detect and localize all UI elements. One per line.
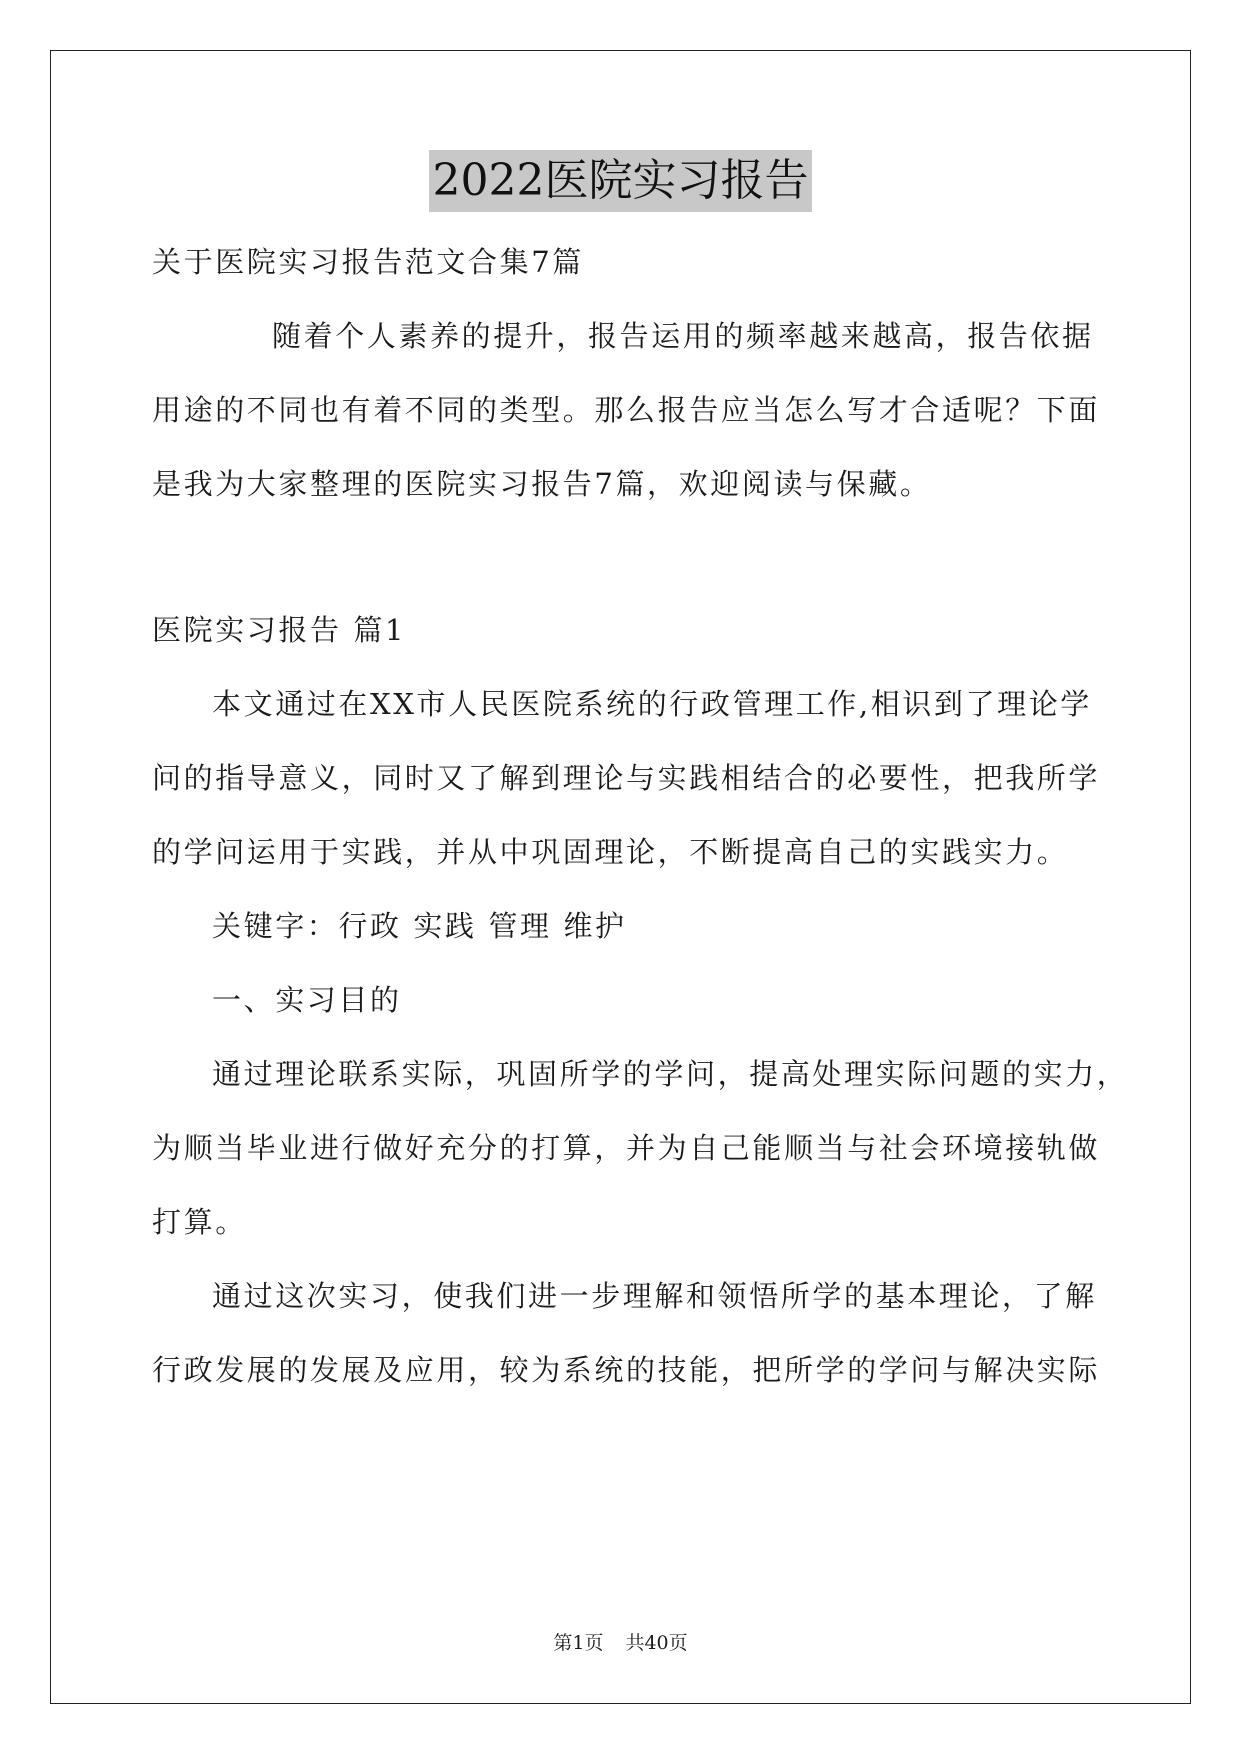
subtitle-line: 关于医院实习报告范文合集7篇 (152, 245, 584, 279)
subheading-purpose: 一、实习目的 (212, 983, 402, 1017)
abstract-line-3: 的学问运用于实践，并从中巩固理论，不断提高自己的实践实力。 (152, 835, 1069, 869)
body-line-2: 行政发展的发展及应用，较为系统的技能，把所学的学问与解决实际 (152, 1353, 1101, 1387)
abstract-line-1: 本文通过在XX市人民医院系统的行政管理工作,相识到了理论学 (212, 687, 1092, 721)
document-title-wrap (0, 150, 1241, 212)
intro-line-2: 用途的不同也有着不同的类型。那么报告应当怎么写才合适呢？下面 (152, 393, 1101, 427)
body-line-1: 通过这次实习，使我们进一步理解和领悟所学的基本理论，了解 (212, 1279, 1097, 1313)
purpose-line-3: 打算。 (152, 1205, 247, 1239)
keywords-line: 关键字：行政 实践 管理 维护 (212, 909, 627, 943)
document-title: 2022医院实习报告 (429, 150, 813, 212)
intro-line-1: 随着个人素养的提升，报告运用的频率越来越高，报告依据 (272, 319, 1094, 353)
purpose-line-2: 为顺当毕业进行做好充分的打算，并为自己能顺当与社会环境接轨做 (152, 1131, 1101, 1165)
purpose-line-1: 通过理论联系实际，巩固所学的学问，提高处理实际问题的实力， (212, 1057, 1129, 1091)
page-number: 第1页 (553, 1632, 604, 1654)
page-border (50, 50, 1191, 1704)
abstract-line-2: 问的指导意义，同时又了解到理论与实践相结合的必要性，把我所学 (152, 761, 1101, 795)
section-heading: 医院实习报告 篇1 (152, 613, 407, 647)
intro-line-3: 是我为大家整理的医院实习报告7篇，欢迎阅读与保藏。 (152, 467, 932, 501)
page-footer (0, 1628, 1241, 1655)
page-total: 共40页 (625, 1632, 688, 1654)
